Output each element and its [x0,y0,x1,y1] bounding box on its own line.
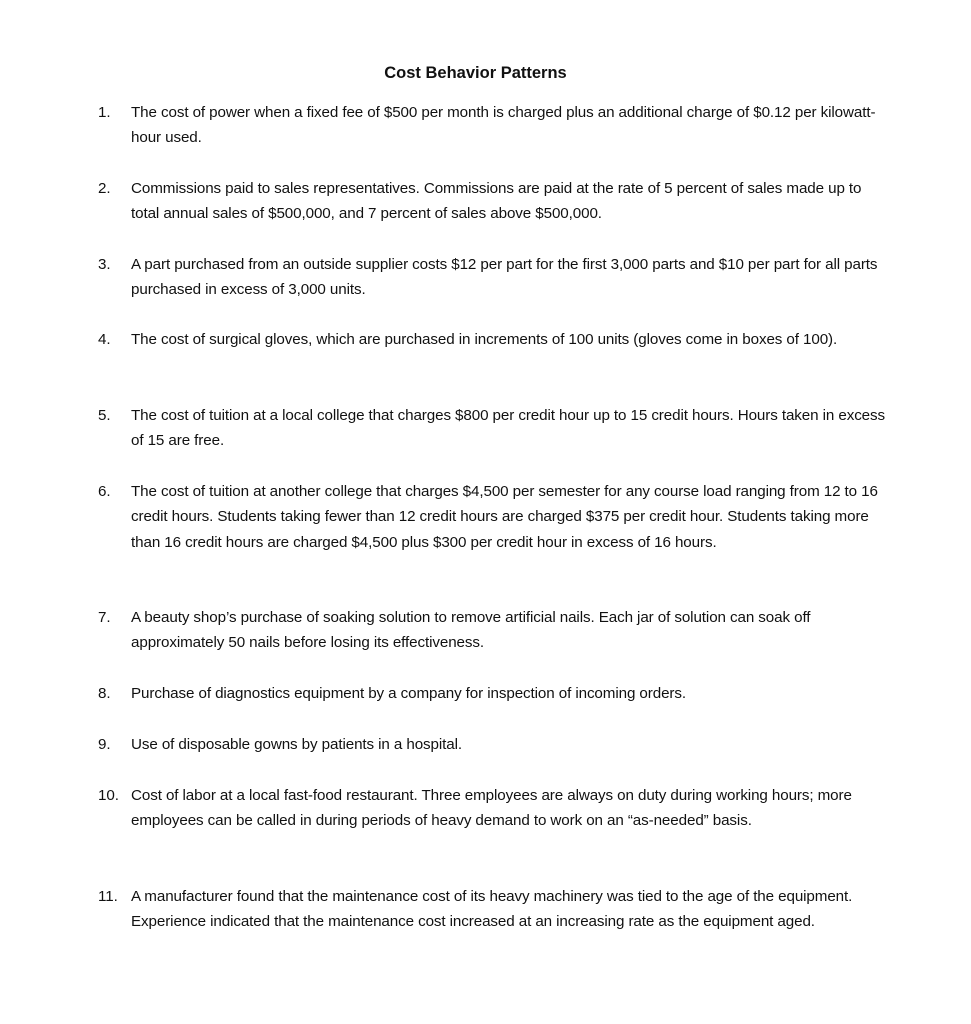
item-text: A part purchased from an outside supplier costs $12 per part for the first 3,000 parts and $10 per part for all parts purchased in excess of 3,000 units. [131,256,878,299]
item-text: A manufacturer found that the maintenance cost of its heavy machinery was tied to the age of the equipment. Experience indicated that the maintenance cost increased at an increasing rate as the equipment aged. [131,888,853,931]
item-number: 7. [98,609,111,626]
list-item-5 [98,403,888,454]
list-item-1 [98,100,888,151]
list-item-2 [98,176,888,227]
item-number: 6. [98,483,111,500]
list-item-4 [98,327,888,352]
item-text: The cost of power when a fixed fee of $500 per month is charged plus an additional charge of $0.12 per kilowatt-hour used. [131,104,876,147]
item-text: Use of disposable gowns by patients in a hospital. [131,736,463,753]
list-item-6 [98,479,888,555]
list-item-9 [98,732,888,757]
item-number: 10. [98,787,119,804]
list-item-10 [98,783,888,834]
item-number: 11. [98,888,118,905]
list-item-11 [98,884,888,935]
item-number: 9. [98,736,111,753]
item-text: Purchase of diagnostics equipment by a company for inspection of incoming orders. [131,685,686,702]
list-item-8 [98,681,888,706]
item-number: 8. [98,685,111,702]
item-number: 5. [98,407,111,424]
list-item-7 [98,605,888,656]
item-number: 4. [98,331,111,348]
page-title: Cost Behavior Patterns [384,64,567,82]
list-item-3 [98,252,888,303]
item-number: 3. [98,256,111,273]
item-text: Cost of labor at a local fast-food restaurant. Three employees are always on duty during working hours; more employees can be called in during periods of heavy demand to work on an “as-needed” basis. [131,787,852,830]
item-text: The cost of tuition at another college that charges $4,500 per semester for any course load ranging from 12 to 16 credit hours. Students taking fewer than 12 credit hours are charged $375 per credit hour. Students taking more than 16 credit hours are charged $4,500 plus $300 per credit hour in excess of 16 hours. [131,483,878,551]
item-text: The cost of tuition at a local college that charges $800 per credit hour up to 15 credit hours. Hours taken in excess of 15 are free. [131,407,886,450]
item-text: A beauty shop’s purchase of soaking solution to remove artificial nails. Each jar of solution can soak off approximately 50 nails before losing its effectiveness. [131,609,811,652]
item-number: 2. [98,180,111,197]
item-text: The cost of surgical gloves, which are purchased in increments of 100 units (gloves come in boxes of 100). [131,331,838,348]
item-text: Commissions paid to sales representatives. Commissions are paid at the rate of 5 percent of sales made up to total annual sales of $500,000, and 7 percent of sales above $500,000. [131,180,862,223]
item-number: 1. [98,104,111,121]
